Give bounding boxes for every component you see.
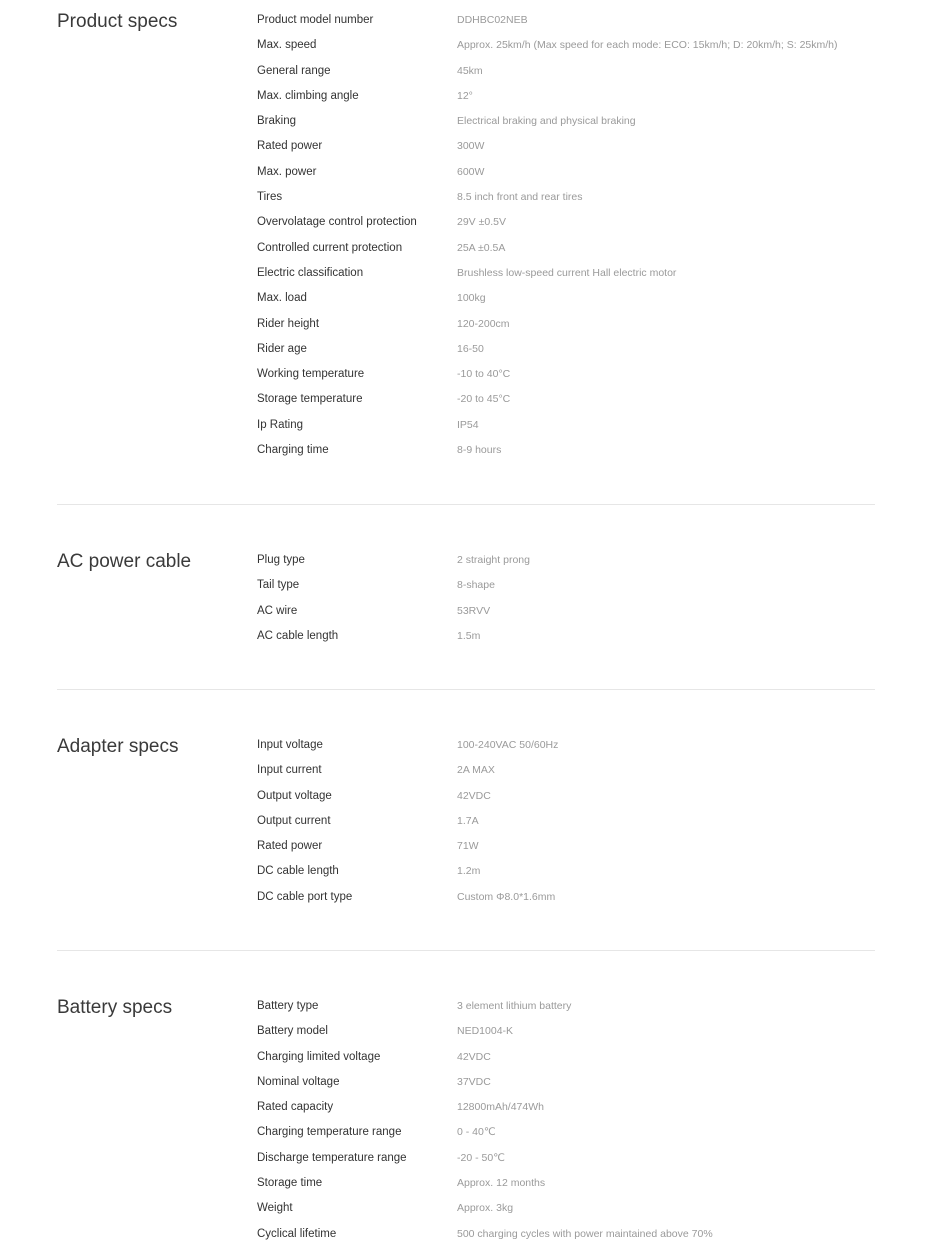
spec-value: 42VDC — [457, 1050, 491, 1063]
spec-label: Electric classification — [257, 266, 364, 279]
spec-row — [257, 111, 897, 136]
spec-value: Custom Φ8.0*1.6mm — [457, 890, 556, 903]
spec-value: -20 - 50℃ — [457, 1151, 505, 1164]
spec-label: Ip Rating — [257, 418, 304, 431]
spec-value: Approx. 3kg — [457, 1202, 514, 1215]
spec-label: Tail type — [257, 579, 300, 592]
spec-label: Input current — [257, 764, 322, 777]
spec-row — [257, 836, 897, 861]
spec-row — [257, 389, 897, 414]
spec-row — [257, 263, 897, 288]
spec-label: Nominal voltage — [257, 1075, 340, 1088]
spec-row — [257, 1173, 897, 1198]
spec-label: DC cable port type — [257, 890, 353, 903]
spec-row — [257, 1047, 897, 1072]
spec-value: -10 to 40°C — [457, 368, 511, 381]
spec-value: 0 - 40℃ — [457, 1126, 496, 1139]
spec-row — [257, 861, 897, 886]
spec-row — [257, 35, 897, 60]
section-divider — [57, 689, 875, 690]
spec-row — [257, 1148, 897, 1173]
spec-value: 1.7A — [457, 814, 479, 827]
spec-label: Working temperature — [257, 368, 365, 381]
spec-label: Max. power — [257, 165, 317, 178]
spec-value: 1.5m — [457, 629, 481, 642]
spec-row — [257, 601, 897, 626]
spec-value: 100kg — [457, 292, 486, 305]
spec-row — [257, 575, 897, 600]
spec-label: Max. load — [257, 292, 307, 305]
section-title: AC power cable — [57, 551, 192, 572]
spec-label: Storage temperature — [257, 393, 363, 406]
spec-value: -20 to 45°C — [457, 393, 511, 406]
spec-row — [257, 86, 897, 111]
spec-value: Brushless low-speed current Hall electric motor — [457, 266, 677, 279]
spec-row — [257, 1122, 897, 1147]
spec-row — [257, 10, 897, 35]
spec-value: NED1004-K — [457, 1025, 514, 1038]
spec-label: Tires — [257, 191, 283, 204]
spec-row — [257, 887, 897, 912]
spec-value: 100-240VAC 50/60Hz — [457, 739, 559, 751]
spec-label: Overvolatage control protection — [257, 216, 417, 229]
spec-value: 25A ±0.5A — [457, 241, 506, 254]
spec-row — [257, 314, 897, 339]
spec-label: AC cable length — [257, 629, 339, 642]
spec-value: 8-9 hours — [457, 444, 502, 457]
spec-label: Rated capacity — [257, 1101, 334, 1114]
spec-value: 120-200cm — [457, 317, 510, 330]
spec-value: 12800mAh/474Wh — [457, 1101, 544, 1114]
spec-value: 2 straight prong — [457, 554, 530, 566]
spec-row — [257, 212, 897, 237]
spec-value: Electrical braking and physical braking — [457, 115, 636, 128]
spec-label: Output current — [257, 814, 331, 827]
spec-value: 71W — [457, 840, 479, 853]
spec-value: 8.5 inch front and rear tires — [457, 191, 583, 204]
spec-row — [257, 996, 897, 1021]
spec-label: Rider age — [257, 342, 307, 355]
spec-value: 37VDC — [457, 1075, 491, 1088]
spec-value: 53RVV — [457, 604, 491, 617]
spec-value: 300W — [457, 140, 485, 153]
spec-label: Discharge temperature range — [257, 1151, 407, 1164]
spec-value: 2A MAX — [457, 764, 495, 777]
spec-row — [257, 1198, 897, 1223]
section-title: Battery specs — [57, 997, 173, 1018]
spec-label: Rated power — [257, 840, 323, 853]
spec-row — [257, 238, 897, 263]
spec-value: 600W — [457, 165, 485, 178]
spec-row — [257, 1097, 897, 1122]
spec-value: 45km — [457, 64, 483, 77]
spec-value: 3 element lithium battery — [457, 1000, 572, 1012]
spec-label: Plug type — [257, 554, 305, 566]
spec-row — [257, 440, 897, 465]
spec-row — [257, 339, 897, 364]
spec-label: Charging time — [257, 444, 329, 457]
spec-label: DC cable length — [257, 865, 339, 878]
spec-row — [257, 626, 897, 651]
spec-value: 8-shape — [457, 579, 495, 592]
section-divider — [57, 950, 875, 951]
spec-row — [257, 1224, 897, 1249]
spec-label: Battery type — [257, 1000, 319, 1012]
spec-row — [257, 187, 897, 212]
spec-value: IP54 — [457, 418, 479, 431]
section-title: Adapter specs — [57, 736, 179, 757]
spec-label: Rider height — [257, 317, 320, 330]
section-divider — [57, 504, 875, 505]
spec-value: 12° — [457, 89, 473, 102]
spec-label: Rated power — [257, 140, 323, 153]
spec-value: Approx. 25km/h (Max speed for each mode: ECO: 15km/h; D: 20km/h; S: 25km/h) — [457, 39, 838, 52]
spec-label: Product model number — [257, 14, 374, 26]
spec-row — [257, 786, 897, 811]
spec-value: 16-50 — [457, 342, 484, 355]
spec-row — [257, 162, 897, 187]
spec-rows — [257, 550, 897, 651]
spec-row — [257, 811, 897, 836]
spec-value: Approx. 12 months — [457, 1177, 546, 1190]
spec-row — [257, 61, 897, 86]
spec-value: 29V ±0.5V — [457, 216, 506, 229]
spec-row — [257, 364, 897, 389]
spec-label: Cyclical lifetime — [257, 1227, 337, 1240]
spec-row — [257, 760, 897, 785]
spec-label: Battery model — [257, 1025, 328, 1038]
spec-rows — [257, 735, 897, 912]
spec-value: 42VDC — [457, 789, 491, 802]
spec-row — [257, 136, 897, 161]
spec-label: Charging limited voltage — [257, 1050, 381, 1063]
spec-label: Controlled current protection — [257, 241, 403, 254]
spec-label: Input voltage — [257, 739, 323, 751]
spec-row — [257, 1021, 897, 1046]
spec-rows — [257, 10, 897, 465]
section-title: Product specs — [57, 11, 178, 32]
spec-row — [257, 1072, 897, 1097]
spec-label: Weight — [257, 1202, 293, 1215]
spec-label: Storage time — [257, 1177, 323, 1190]
spec-row — [257, 735, 897, 760]
spec-value: 500 charging cycles with power maintained above 70% — [457, 1227, 713, 1240]
spec-label: Charging temperature range — [257, 1126, 402, 1139]
spec-value: DDHBC02NEB — [457, 14, 528, 26]
spec-row — [257, 288, 897, 313]
spec-label: Max. climbing angle — [257, 89, 359, 102]
spec-row — [257, 550, 897, 575]
spec-label: Output voltage — [257, 789, 332, 802]
spec-row — [257, 415, 897, 440]
spec-label: General range — [257, 64, 331, 77]
spec-value: 1.2m — [457, 865, 481, 878]
spec-rows — [257, 996, 897, 1249]
spec-label: Max. speed — [257, 39, 317, 52]
spec-label: Braking — [257, 115, 296, 128]
spec-label: AC wire — [257, 604, 298, 617]
